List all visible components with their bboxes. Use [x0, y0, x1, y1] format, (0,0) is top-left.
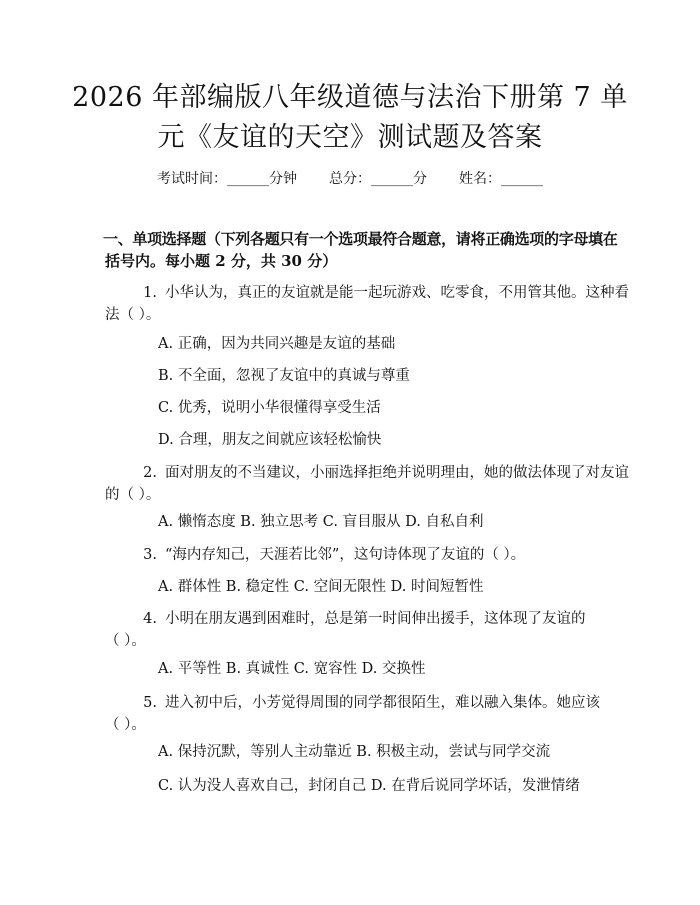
question-stem: 面对朋友的不当建议，小丽选择拒绝并说明理由，她的做法体现了对友谊: [165, 465, 629, 481]
question-number: 3.: [143, 547, 157, 563]
question-number: 4.: [143, 611, 157, 627]
option: C. 认为没人喜欢自己，封闭自己 D. 在背后说同学坏话，发泄情绪: [158, 778, 580, 794]
question-5: [105, 692, 600, 736]
section-heading-line1: 一、单项选择题（下列各题只有一个选项最符合题意，请将正确选项的字母填在: [103, 230, 618, 248]
option: A. 保持沉默，等别人主动靠近 B. 积极主动，尝试与同学交流: [158, 744, 551, 760]
option: A. 平等性 B. 真诚性 C. 宽容性 D. 交换性: [158, 661, 426, 677]
option: C. 优秀，说明小华很懂得享受生活: [158, 400, 381, 416]
option: D. 合理，朋友之间就应该轻松愉快: [158, 432, 382, 448]
question-1: [105, 282, 629, 326]
option: A. 正确，因为共同兴趣是友谊的基础: [158, 336, 396, 352]
question-2: [105, 462, 629, 506]
section-heading: [103, 228, 618, 272]
question-stem: 小华认为，真正的友谊就是能一起玩游戏、吃零食，不用管其他。这种看: [165, 285, 629, 301]
question-3: [105, 544, 595, 566]
question-4: [105, 608, 595, 652]
question-number: 1.: [143, 285, 157, 301]
question-stem-cont: （ ）。: [105, 633, 146, 649]
question-stem-cont: 法（ ）。: [105, 307, 161, 323]
question-stem: “海内存知己，天涯若比邻”，这句诗体现了友谊的（ ）。: [165, 547, 526, 563]
question-stem: 小明在朋友遇到困难时，总是第一时间伸出援手，这体现了友谊的: [165, 611, 586, 627]
option: A. 群体性 B. 稳定性 C. 空间无限性 D. 时间短暂性: [158, 579, 484, 595]
section-heading-line2: 括号内。每小题 2 分，共 30 分）: [105, 252, 338, 270]
question-stem-cont: （ ）。: [105, 717, 146, 733]
question-stem: 进入初中后，小芳觉得周围的同学都很陌生，难以融入集体。她应该: [165, 695, 600, 711]
page-title-line1: 2026 年部编版八年级道德与法治下册第 7 单: [72, 82, 628, 113]
name-field: 姓名：______: [459, 171, 543, 187]
option: A. 懒惰态度 B. 独立思考 C. 盲目服从 D. 自私自利: [158, 514, 484, 530]
exam-time-field: 考试时间：______分钟: [157, 171, 297, 187]
exam-info: [0, 168, 700, 188]
total-score-field: 总分：______分: [329, 171, 427, 187]
question-number: 2.: [143, 465, 157, 481]
question-number: 5.: [143, 695, 157, 711]
page-title-line2: 元《友谊的天空》测试题及答案: [157, 122, 543, 153]
question-stem-cont: 的（ ）。: [105, 487, 161, 503]
option: B. 不全面，忽视了友谊中的真诚与尊重: [158, 368, 410, 384]
